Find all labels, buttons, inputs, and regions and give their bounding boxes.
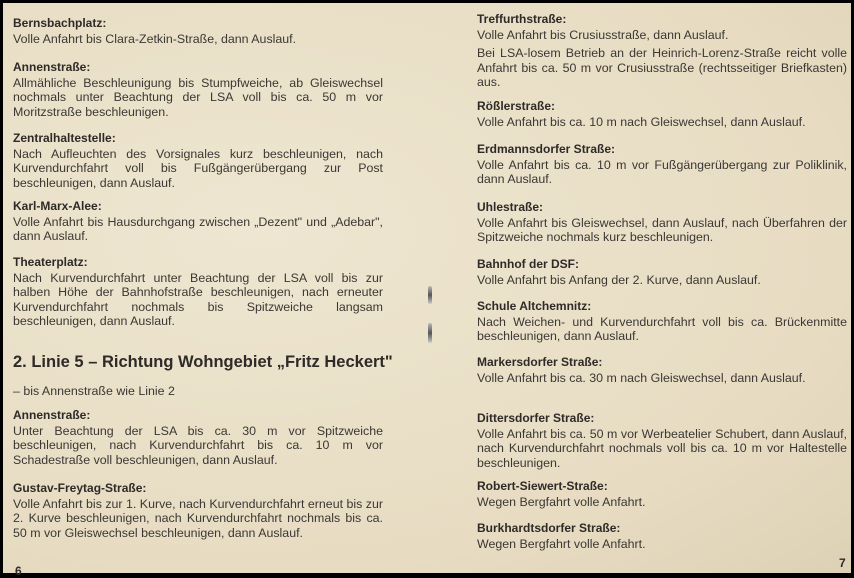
section-annenstrasse (13, 60, 383, 119)
section-heading: Gustav-Freytag-Straße: (13, 481, 147, 495)
section-heading: Burkhardtsdorfer Straße: (477, 521, 621, 535)
section-body: Volle Anfahrt bis ca. 50 m vor Werbeatelier Schubert, dann Auslauf, nach Kurvendurchfahrt nochmals voll bis ca. 10 m vor Haltestelle beschleunigen. (477, 427, 847, 470)
section-heading: Schule Altchemnitz: (477, 299, 592, 313)
section-schule-altchemnitz (477, 299, 847, 344)
section-theaterplatz (13, 255, 383, 328)
section-body: Volle Anfahrt bis ca. 10 m vor Fußgängerübergang zur Poliklinik, dann Auslauf. (477, 158, 847, 187)
section-robert-siewert-strasse (477, 479, 847, 509)
staple-bottom (428, 323, 432, 343)
section-heading: Annenstraße: (13, 60, 91, 74)
section-heading: Uhlestraße: (477, 200, 544, 214)
section-body: Nach Kurvendurchfahrt unter Beachtung der LSA voll bis zur halben Höhe der Bahnhofstraße beschleunigen, nach erneuter Kurvendurchfahrt nochmals bis Spitzweiche langsam beschleunigen, dann Auslauf. (13, 271, 383, 328)
page-number-right: 7 (839, 556, 846, 570)
section-body: Unter Beachtung der LSA bis ca. 30 m vor Spitzweiche beschleunigen, nach Kurvendurchfahrt bis ca. 10 m vor Schadestraße voll beschleunigen, dann Auslauf. (13, 424, 383, 467)
section-roesslerstrasse (477, 99, 847, 129)
section-heading: Treffurthstraße: (477, 12, 567, 26)
section-body: Allmähliche Beschleunigung bis Stumpfweiche, ab Gleiswechsel nochmals unter Beachtung der LSA voll bis ca. 50 m vor Moritzstraße beschleunigen. (13, 76, 383, 119)
section-heading: Rößlerstraße: (477, 99, 556, 113)
section-body: Volle Anfahrt bis ca. 30 m nach Gleiswechsel, dann Auslauf. (477, 371, 806, 385)
section-burkhardtsdorfer-strasse (477, 521, 847, 551)
booklet-spread (3, 3, 851, 578)
section-heading: Bernsbachplatz: (13, 16, 107, 30)
section-body: Volle Anfahrt bis Crusiusstraße, dann Auslauf. (477, 28, 729, 42)
section-treffurthstrasse (477, 12, 847, 89)
section-bernsbachplatz (13, 16, 383, 46)
section-heading: Theaterplatz: (13, 255, 88, 269)
section-bahnhof-der-dsf (477, 257, 847, 287)
section-body: Volle Anfahrt bis zur 1. Kurve, nach Kurvendurchfahrt erneut bis zur 2. Kurve beschleunigen, nach Kurvendurchfahrt nochmals bis ca. 50 m vor Gleiswechsel beschleunigen, dann Auslauf. (13, 497, 383, 540)
section-uhlestrasse (477, 200, 847, 245)
section-zentralhaltestelle (13, 131, 383, 190)
chapter-title: 2. Linie 5 – Richtung Wohngebiet „Fritz Heckert" (13, 353, 393, 371)
section-gustav-freytag-strasse (13, 481, 383, 540)
section-markersdorfer-strasse (477, 355, 847, 385)
section-body: Wegen Bergfahrt volle Anfahrt. (477, 495, 646, 509)
chapter-note: – bis Annenstraße wie Linie 2 (13, 384, 175, 398)
section-heading: Bahnhof der DSF: (477, 257, 579, 271)
section-heading: Karl-Marx-Alee: (13, 199, 102, 213)
section-heading: Annenstraße: (13, 408, 91, 422)
section-body: Volle Anfahrt bis Hausdurchgang zwischen „Dezent" und „Adebar", dann Auslauf. (13, 215, 383, 244)
section-heading: Dittersdorfer Straße: (477, 411, 595, 425)
section-body: Volle Anfahrt bis ca. 10 m nach Gleiswechsel, dann Auslauf. (477, 115, 806, 129)
section-body: Volle Anfahrt bis Anfang der 2. Kurve, dann Auslauf. (477, 273, 761, 287)
section-heading: Zentralhaltestelle: (13, 131, 116, 145)
section-karl-marx-alee (13, 199, 383, 244)
section-body: Volle Anfahrt bis Clara-Zetkin-Straße, dann Auslauf. (13, 32, 297, 46)
section-heading: Erdmannsdorfer Straße: (477, 142, 616, 156)
section-body: Nach Aufleuchten des Vorsignales kurz beschleunigen, nach Kurvendurchfahrt voll bis Fußgängerübergang zur Post beschleunigen, dann Auslauf. (13, 147, 383, 190)
section-body: Volle Anfahrt bis Gleiswechsel, dann Auslauf, nach Überfahren der Spitzweiche nochmals kurz beschleunigen. (477, 216, 847, 245)
staple-top (428, 286, 432, 304)
section-body: Wegen Bergfahrt volle Anfahrt. (477, 537, 646, 551)
section-heading: Robert-Siewert-Straße: (477, 479, 608, 493)
section-dittersdorfer-strasse (477, 411, 847, 470)
section-body: Bei LSA-losem Betrieb an der Heinrich-Lorenz-Straße reicht volle Anfahrt bis ca. 50 m vor Crusiusstraße (rechtsseitiger Briefkasten) aus. (477, 46, 847, 89)
section-annenstrasse-linie5 (13, 408, 383, 467)
page-number-left: 6 (15, 564, 22, 578)
section-erdmannsdorfer-strasse (477, 142, 847, 187)
section-heading: Markersdorfer Straße: (477, 355, 603, 369)
section-body: Nach Weichen- und Kurvendurchfahrt voll bis ca. Brückenmitte beschleunigen, dann Auslauf. (477, 315, 847, 344)
